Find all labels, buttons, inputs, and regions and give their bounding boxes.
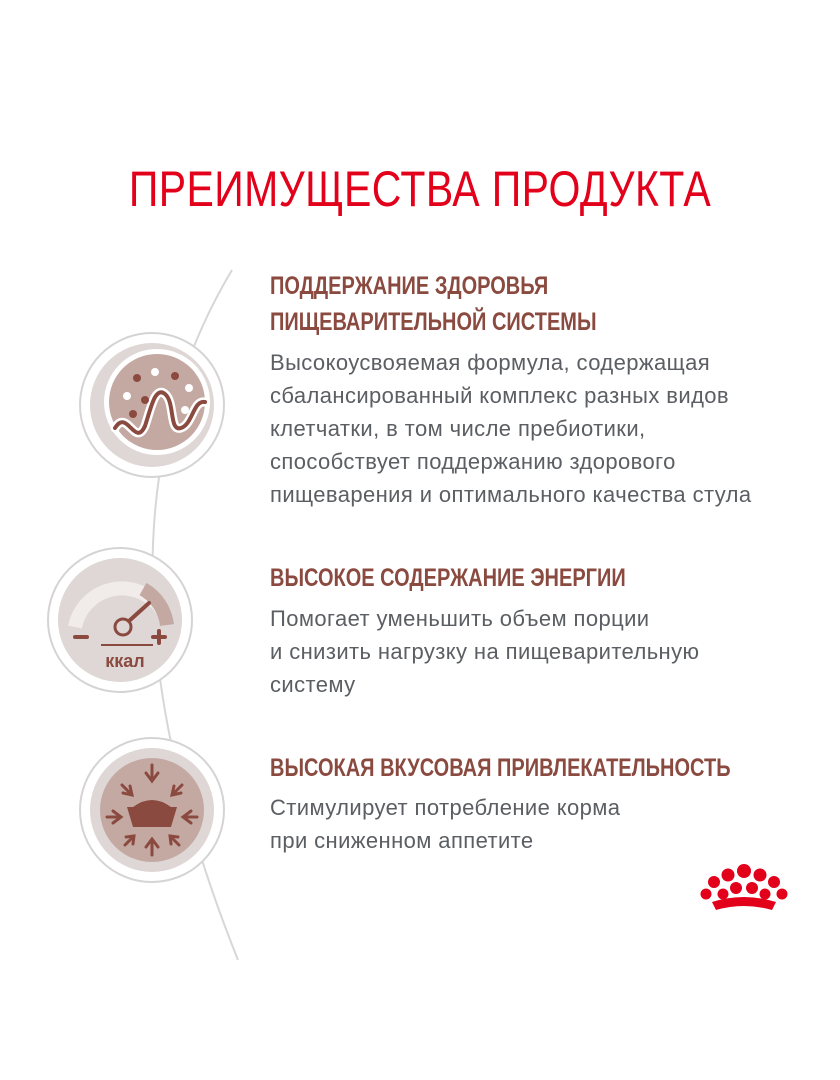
digestion-icon [77, 330, 227, 485]
benefit-1-heading: ПОДДЕРЖАНИЕ ЗДОРОВЬЯ ПИЩЕВАРИТЕЛЬНОЙ СИСТЕМЫ [270, 272, 597, 336]
benefit-3-heading: ВЫСОКАЯ ВКУСОВАЯ ПРИВЛЕКАТЕЛЬНОСТЬ [270, 754, 731, 782]
benefit-3-text: Стимулирует потребление корма при сниженном аппетите [270, 795, 621, 853]
page-title: ПРЕИМУЩЕСТВА ПРОДУКТА [128, 161, 712, 217]
food-bowl-icon [77, 735, 227, 890]
benefit-2-heading: ВЫСОКОЕ СОДЕРЖАНИЕ ЭНЕРГИИ [270, 564, 626, 592]
energy-gauge-icon [45, 545, 195, 700]
benefit-1-text: Высокоусвояемая формула, содержащая сбалансированный комплекс разных видов клетчатки, в том числе пребиотики, способствует поддержанию здорового пищеварения и оптимального качества стула [270, 350, 752, 507]
royal-canin-crown-icon [698, 862, 790, 919]
svg-text:ккал: ккал [105, 651, 145, 671]
benefit-2-text: Помогает уменьшить объем порции и снизить нагрузку на пищеварительную систему [270, 606, 700, 697]
